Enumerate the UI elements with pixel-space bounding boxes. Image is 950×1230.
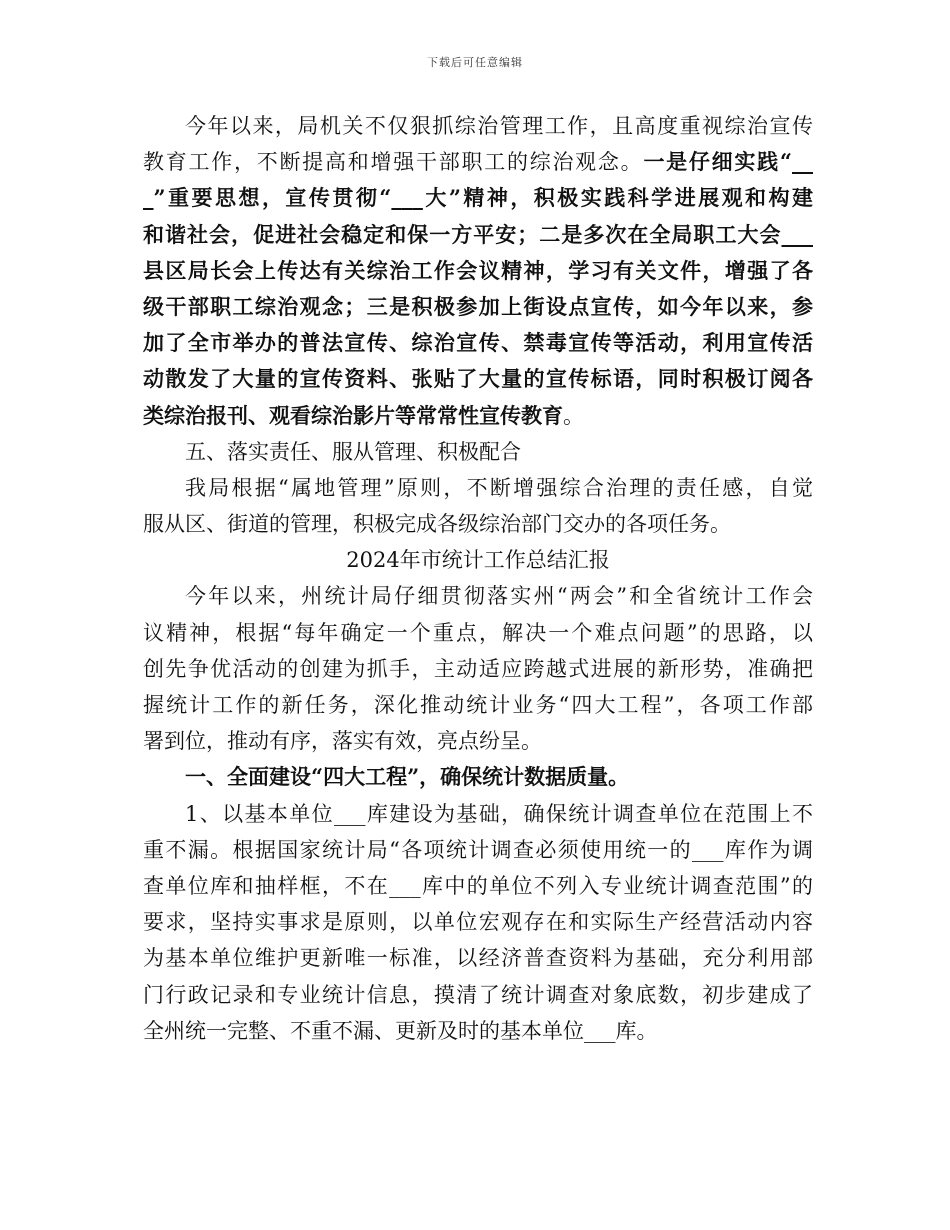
text-line: 1、以基本单位___库建设为基础，确保统计调查单位在范围上不	[185, 801, 813, 826]
bold-text-line: 动散发了大量的宣传资料、张贴了大量的宣传标语，同时积极订阅各	[143, 366, 813, 392]
text-line: 创先争优活动的创建为抓手，主动适应跨越式进展的新形势，准确把	[143, 656, 813, 681]
section-heading-five: 五、落实责任、服从管理、积极配合	[185, 439, 521, 464]
text-line	[143, 144, 813, 180]
text-line: 门行政记录和专业统计信息，摸清了统计调查对象底数，初步建成了	[143, 982, 813, 1007]
text-line: 今年以来，局机关不仅狠抓综治管理工作，且高度重视综治宣传	[185, 114, 813, 138]
text-line: 全州统一完整、不重不漏、更新及时的基本单位___库。	[143, 1018, 658, 1043]
text-line	[143, 398, 813, 434]
text-line: 今年以来，州统计局仔细贯彻落实州“两会”和全省统计工作会	[185, 584, 813, 609]
text-line: 查单位库和抽样框，不在___库中的单位不列入专业统计调查范围”的	[143, 873, 813, 898]
text-line: 我局根据“属地管理”原则，不断增强综合治理的责任感，自觉	[185, 475, 813, 500]
page-header: 下载后可任意编辑	[427, 56, 523, 69]
text-span: 教育工作，不断提高和增强干部职工的综治观念。	[143, 150, 644, 175]
text-line: 为基本单位维护更新唯一标准，以经济普查资料为基础，充分利用部	[143, 946, 813, 971]
text-line: 署到位，推动有序，落实有效，亮点纷呈。	[143, 729, 542, 754]
document-body	[143, 108, 813, 1049]
text-span: 。	[563, 403, 584, 428]
bold-text-span: 类综治报刊、观看综治影片等常常性宣传教育	[143, 402, 563, 428]
text-line: 重不漏。根据国家统计局“各项统计调查必须使用统一的___库作为调	[143, 837, 813, 862]
paragraph-responsibility	[143, 470, 813, 542]
bold-text-line: 级干部职工综治观念；三是积极参加上街设点宣传，如今年以来，参	[143, 293, 813, 319]
section-heading-one: 一、全面建设“四大工程”，确保统计数据质量。	[185, 764, 630, 790]
paragraph-summary-intro	[143, 578, 813, 759]
text-line: 议精神，根据“每年确定一个重点，解决一个难点问题”的思路，以	[143, 620, 813, 645]
text-line: 要求，坚持实事求是原则，以单位宏观存在和实际生产经营活动内容	[143, 910, 813, 935]
text-line: 服从区、街道的管理，积极完成各级综治部门交办的各项任务。	[143, 512, 731, 537]
paragraph-basic-unit-database	[143, 796, 813, 1049]
text-line: 握统计工作的新任务，深化推动统计业务“四大工程”，各项工作部	[143, 693, 813, 717]
bold-text-line: 和谐社会，促进社会稳定和保一方平安；二是多次在全局职工大会___	[143, 221, 813, 247]
bold-text-span: 一是仔细实践“__	[643, 149, 813, 175]
bold-text-line: 加了全市举办的普法宣传、综治宣传、禁毒宣传等活动，利用宣传活	[143, 330, 813, 356]
paragraph-publicity-work	[143, 108, 813, 434]
bold-text-line: _”重要思想，宣传贯彻“___大”精神，积极实践科学进展观和构建	[143, 185, 813, 211]
bold-text-line: 县区局长会上传达有关综治工作会议精神，学习有关文件，增强了各	[143, 257, 813, 283]
document-title: 2024年市统计工作总结汇报	[346, 548, 610, 573]
